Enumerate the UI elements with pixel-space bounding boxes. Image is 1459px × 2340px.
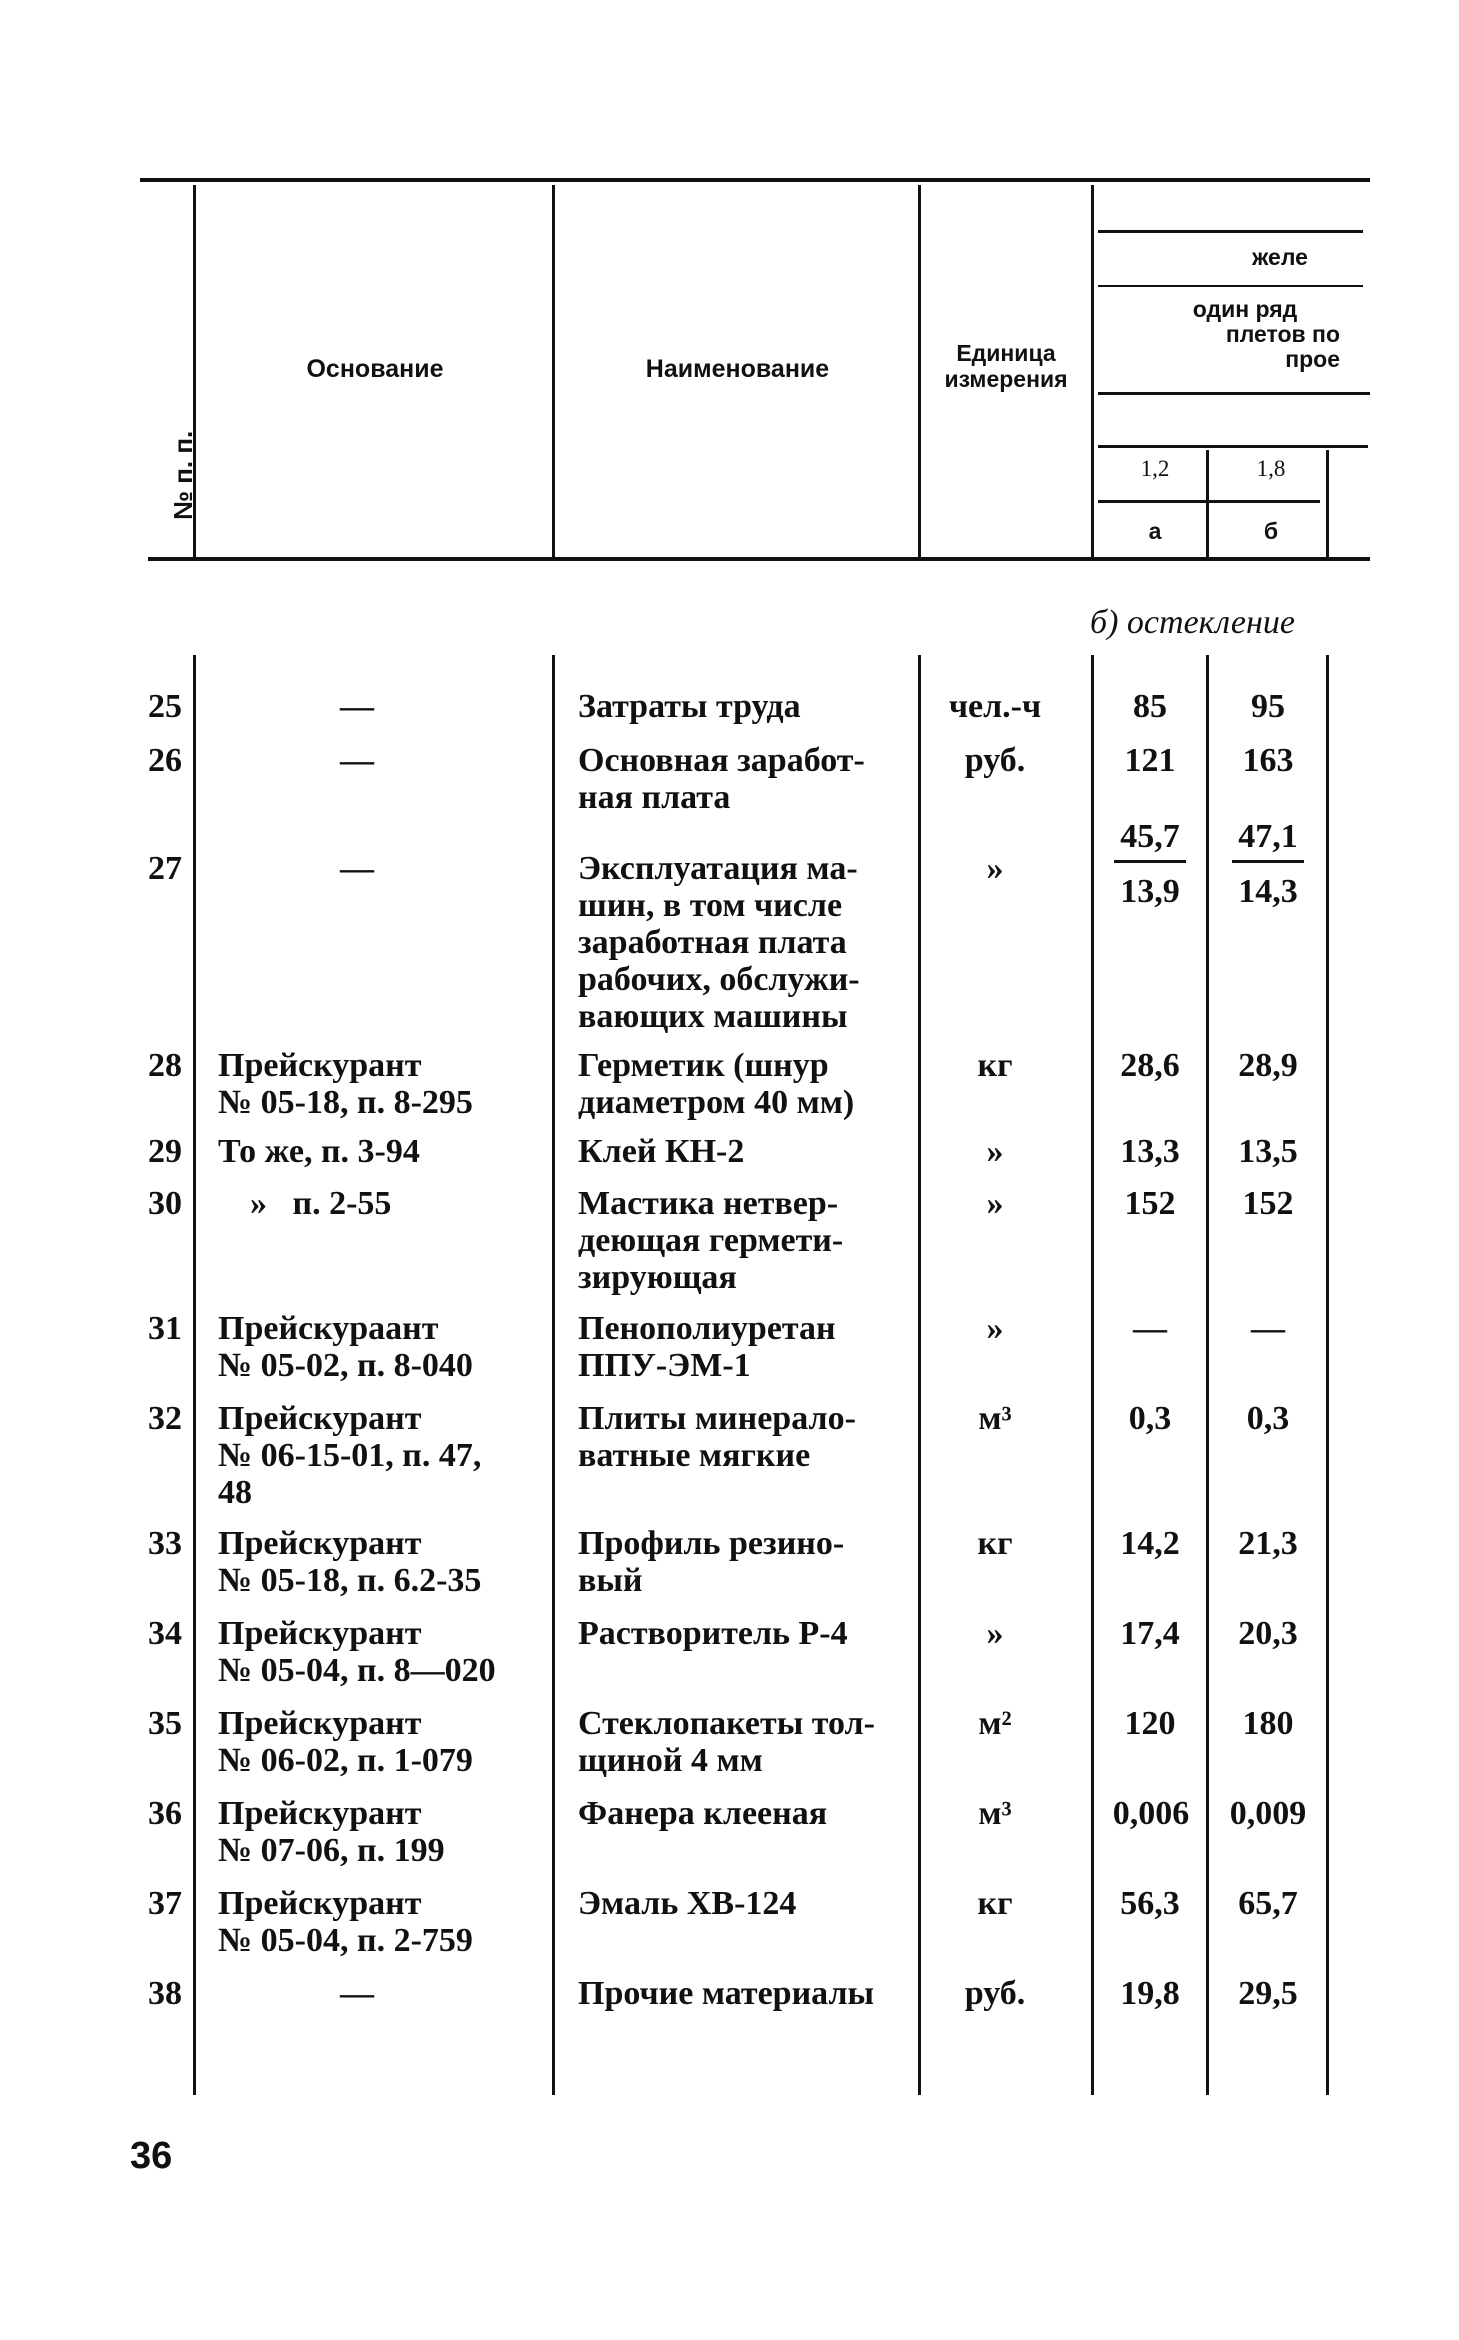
row-value-a-top: 45,7: [1120, 818, 1180, 855]
row-value-b: 0,009: [1229, 1795, 1307, 1832]
unit-header-line2: измерения: [944, 366, 1068, 392]
row-value-a: 56,3: [1120, 1885, 1180, 1922]
row-number: 25: [148, 688, 182, 725]
row-name-line: шин, в том числе: [578, 887, 843, 924]
row-name-line: щиной 4 мм: [578, 1742, 763, 1779]
row-value-b: 95: [1251, 688, 1285, 725]
row-value-a-bottom: 13,9: [1120, 873, 1180, 910]
row-value-b: 29,5: [1238, 1975, 1298, 2012]
row-unit: м³: [978, 1400, 1012, 1437]
row-value-a: 14,2: [1120, 1525, 1180, 1562]
header-vline-3: [918, 185, 921, 557]
row-basis-line: № 05-18, п. 6.2-35: [218, 1562, 482, 1599]
page-number: 36: [130, 2135, 173, 2177]
row-name: [578, 1705, 916, 1779]
row-number: 33: [148, 1525, 182, 1562]
row-basis: [218, 1400, 558, 1511]
name-header: Наименование: [645, 355, 830, 383]
section-title: б) остекление: [1090, 604, 1295, 641]
header-bottom-rule: [148, 557, 1370, 561]
row-name: Растворитель Р-4: [578, 1615, 848, 1652]
row-value-b: 163: [1242, 742, 1294, 779]
row-basis-line: № 05-18, п. 8-295: [218, 1084, 473, 1121]
body-vline-1: [193, 655, 196, 2095]
header-vline-2: [552, 185, 555, 557]
row-number: 35: [148, 1705, 182, 1742]
row-name-line: зирующая: [578, 1259, 737, 1296]
row-basis: [218, 1795, 558, 1869]
row-value-b: 21,3: [1238, 1525, 1298, 1562]
row-value-a: —: [1133, 1310, 1167, 1347]
col-b-letter: б: [1263, 518, 1279, 544]
row-value-a: 85: [1133, 688, 1167, 725]
row-unit: »: [986, 1133, 1004, 1170]
row-basis: [218, 1885, 558, 1959]
group-header-top: желе: [1252, 244, 1308, 270]
group-sub-line1: один ряд: [1192, 296, 1298, 322]
row-number: 30: [148, 1185, 182, 1222]
unit-header: [922, 340, 1090, 392]
unit-header-line1: Единица: [956, 340, 1056, 366]
row-value-a: 152: [1124, 1185, 1176, 1222]
row-basis: [218, 1615, 558, 1689]
row-name-line: деющая гермети-: [578, 1222, 844, 1259]
row-basis: —: [340, 1975, 374, 2012]
row-basis: » п. 2-55: [250, 1185, 392, 1222]
row-name-line: рабочих, обслужи-: [578, 961, 860, 998]
row-name-line: вый: [578, 1562, 643, 1599]
body-vline-3: [918, 655, 921, 2095]
col-a-letter: а: [1148, 518, 1162, 544]
row-name-line: Герметик (шнур: [578, 1047, 829, 1084]
row-basis-line: Прейскурант: [218, 1615, 422, 1652]
row-unit: кг: [977, 1885, 1013, 1922]
row-number-header: № п. п.: [168, 430, 198, 520]
row-name: [578, 742, 916, 816]
row-basis-line: № 05-02, п. 8-040: [218, 1347, 473, 1384]
row-basis: То же, п. 3-94: [218, 1133, 420, 1170]
row-name-line: ватные мягкие: [578, 1437, 811, 1474]
group-sub-line2: плетов по: [1225, 321, 1340, 347]
row-basis-line: Прейскурант: [218, 1525, 422, 1562]
group-sub-rule: [1098, 285, 1363, 287]
row-value-b-bottom: 14,3: [1238, 873, 1298, 910]
col-a-value: 1,2: [1140, 456, 1170, 481]
row-name-line: ППУ-ЭМ-1: [578, 1347, 751, 1384]
row-name: [578, 1047, 916, 1121]
row-basis: [218, 1705, 558, 1779]
row-name-line: вающих машины: [578, 998, 848, 1035]
group-header-sub: [1150, 297, 1340, 372]
row-value-a: 121: [1124, 742, 1176, 779]
row-name: [578, 1525, 916, 1599]
row-basis-line: Прейскурант: [218, 1705, 422, 1742]
row-name-line: Мастика нетвер-: [578, 1185, 839, 1222]
basis-header: Основание: [306, 355, 444, 383]
row-name-line: Пенополиуретан: [578, 1310, 836, 1347]
row-basis-line: Прейскурант: [218, 1400, 422, 1437]
col-b-value: 1,8: [1256, 456, 1286, 481]
row-name: Затраты труда: [578, 688, 801, 725]
body-vline-6: [1326, 655, 1329, 2095]
fraction-bar-b: [1232, 860, 1304, 863]
row-unit: м²: [978, 1705, 1012, 1742]
row-number: 38: [148, 1975, 182, 2012]
row-basis-line: № 06-02, п. 1-079: [218, 1742, 473, 1779]
row-basis: [218, 1525, 558, 1599]
group-mid-rule-2: [1098, 445, 1368, 448]
row-unit: »: [986, 850, 1004, 887]
col-values-rule: [1098, 500, 1320, 503]
row-value-a: 28,6: [1120, 1047, 1180, 1084]
body-vline-5: [1206, 655, 1209, 2095]
row-basis: —: [340, 688, 374, 725]
row-value-b: 0,3: [1246, 1400, 1290, 1437]
row-value-b: 13,5: [1238, 1133, 1298, 1170]
body-vline-4: [1091, 655, 1094, 2095]
row-value-a: 0,006: [1112, 1795, 1190, 1832]
row-number: 29: [148, 1133, 182, 1170]
fraction-bar-a: [1114, 860, 1186, 863]
table-top-rule: [140, 178, 1370, 182]
row-unit: руб.: [964, 742, 1026, 779]
row-name-line: Эксплуатация ма-: [578, 850, 858, 887]
row-basis-line: Прейскурант: [218, 1885, 422, 1922]
row-name-line: диаметром 40 мм): [578, 1084, 855, 1121]
row-unit: кг: [977, 1047, 1013, 1084]
row-name: [578, 1185, 916, 1296]
row-name: [578, 850, 916, 1035]
row-number: 28: [148, 1047, 182, 1084]
row-basis-line: № 05-04, п. 8—020: [218, 1652, 496, 1689]
row-basis-line: Прейскурант: [218, 1047, 422, 1084]
row-value-b: 152: [1242, 1185, 1294, 1222]
row-name-line: заработная плата: [578, 924, 847, 961]
row-value-b: 28,9: [1238, 1047, 1298, 1084]
row-basis-line: № 06-15-01, п. 47,: [218, 1437, 482, 1474]
group-sub-line3: прое: [1285, 346, 1340, 372]
row-name-line: Стеклопакеты тол-: [578, 1705, 875, 1742]
header-vline-6: [1326, 450, 1329, 557]
row-number: 32: [148, 1400, 182, 1437]
row-value-b: 65,7: [1238, 1885, 1298, 1922]
row-unit: кг: [977, 1525, 1013, 1562]
row-value-a: 19,8: [1120, 1975, 1180, 2012]
row-number: 26: [148, 742, 182, 779]
row-basis-line: № 05-04, п. 2-759: [218, 1922, 473, 1959]
row-unit: руб.: [964, 1975, 1026, 2012]
group-top-rule: [1098, 230, 1363, 233]
row-value-b: —: [1251, 1310, 1285, 1347]
row-name: Клей КН-2: [578, 1133, 745, 1170]
row-name: Прочие материалы: [578, 1975, 875, 2012]
row-number: 34: [148, 1615, 182, 1652]
row-name: Фанера клееная: [578, 1795, 828, 1832]
row-name-line: Плиты минерало-: [578, 1400, 856, 1437]
row-value-b: 180: [1242, 1705, 1294, 1742]
row-basis-line: № 07-06, п. 199: [218, 1832, 445, 1869]
row-unit: »: [986, 1615, 1004, 1652]
row-number: 27: [148, 850, 182, 887]
row-name-line: Основная заработ-: [578, 742, 865, 779]
row-basis-line: Прейскураант: [218, 1310, 439, 1347]
row-unit: »: [986, 1185, 1004, 1222]
row-basis: —: [340, 742, 374, 779]
row-name-line: ная плата: [578, 779, 731, 816]
header-vline-4: [1091, 185, 1094, 557]
row-value-a: 13,3: [1120, 1133, 1180, 1170]
row-value-b-top: 47,1: [1238, 818, 1298, 855]
row-number: 31: [148, 1310, 182, 1347]
row-value-a: 17,4: [1120, 1615, 1180, 1652]
row-value-b: 20,3: [1238, 1615, 1298, 1652]
row-name: [578, 1400, 916, 1474]
row-basis: [218, 1310, 558, 1384]
row-unit: м³: [978, 1795, 1012, 1832]
row-number: 36: [148, 1795, 182, 1832]
row-name: Эмаль ХВ-124: [578, 1885, 797, 1922]
group-mid-rule: [1098, 392, 1370, 395]
row-unit: чел.-ч: [948, 688, 1042, 725]
row-value-a: 120: [1124, 1705, 1176, 1742]
row-basis-line: Прейскурант: [218, 1795, 422, 1832]
row-basis-line: 48: [218, 1474, 252, 1511]
row-value-a: 0,3: [1128, 1400, 1172, 1437]
row-number: 37: [148, 1885, 182, 1922]
row-name: [578, 1310, 916, 1384]
row-basis: [218, 1047, 558, 1121]
row-name-line: Профиль резино-: [578, 1525, 845, 1562]
row-basis: —: [340, 850, 374, 887]
header-vline-5: [1206, 450, 1209, 557]
row-unit: »: [986, 1310, 1004, 1347]
